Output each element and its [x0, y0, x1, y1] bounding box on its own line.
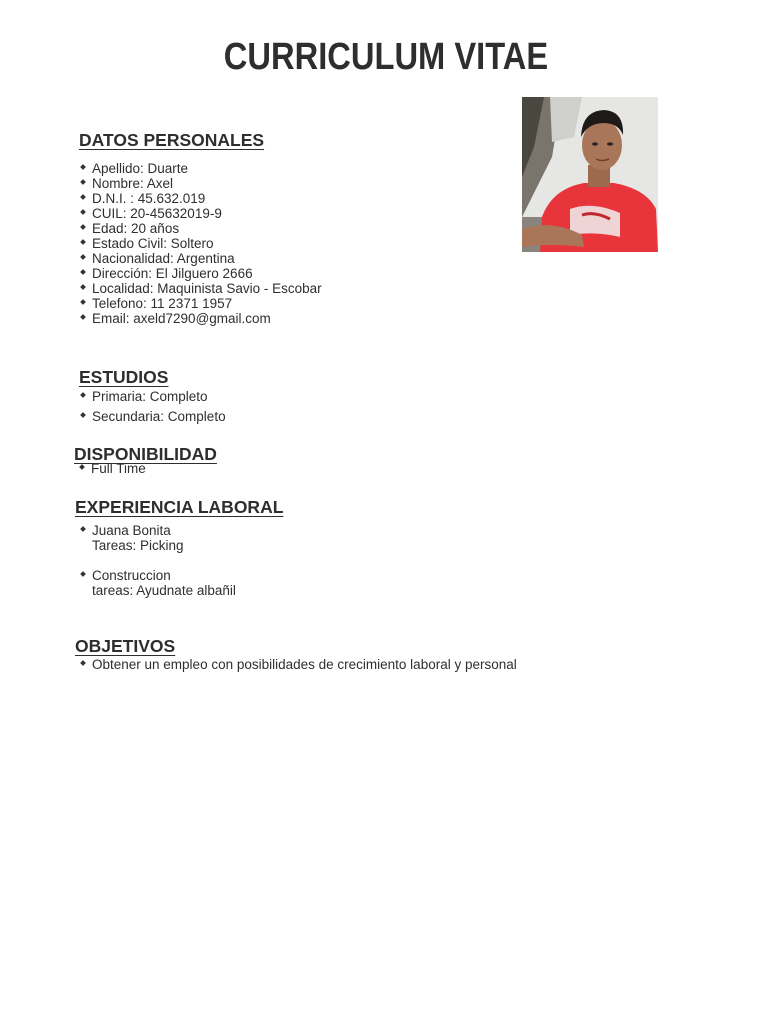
section-title-datos-personales: DATOS PERSONALES	[79, 130, 265, 150]
list-item: Localidad: Maquinista Savio - Escobar	[80, 281, 322, 296]
bullet-icon	[80, 571, 86, 577]
list-item: Estado Civil: Soltero	[80, 236, 322, 251]
bullet-icon	[80, 209, 86, 215]
bullet-icon	[80, 392, 86, 398]
bullet-icon	[80, 526, 86, 532]
experiencia-list	[80, 523, 236, 598]
bullet-icon	[80, 254, 86, 260]
disponibilidad-list	[79, 461, 146, 476]
job-employer: Construccion	[92, 568, 171, 583]
section-title-objetivos: OBJETIVOS	[75, 636, 176, 656]
job-item	[80, 523, 236, 553]
section-title-disponibilidad: DISPONIBILIDAD	[74, 444, 217, 464]
list-item: Obtener un empleo con posibilidades de crecimiento laboral y personal	[80, 657, 517, 672]
bullet-icon	[80, 164, 86, 170]
job-employer: Juana Bonita	[92, 523, 171, 538]
datos-personales-list	[80, 161, 322, 326]
list-item: Nacionalidad: Argentina	[80, 251, 322, 266]
bullet-icon	[80, 284, 86, 290]
list-item: CUIL: 20-45632019-9	[80, 206, 322, 221]
bullet-icon	[80, 314, 86, 320]
estudios-list	[80, 389, 226, 424]
list-item: Nombre: Axel	[80, 176, 322, 191]
section-title-estudios: ESTUDIOS	[79, 367, 169, 387]
job-tasks: Tareas: Picking	[92, 538, 184, 553]
list-item: Primaria: Completo	[80, 389, 226, 404]
bullet-icon	[80, 299, 86, 305]
bullet-icon	[80, 194, 86, 200]
bullet-icon	[79, 464, 85, 470]
bullet-icon	[80, 269, 86, 275]
list-item: Secundaria: Completo	[80, 409, 226, 424]
page-title: CURRICULUM VITAE	[223, 36, 549, 78]
list-item: Apellido: Duarte	[80, 161, 322, 176]
list-item: D.N.I. : 45.632.019	[80, 191, 322, 206]
bullet-icon	[80, 224, 86, 230]
job-tasks: tareas: Ayudnate albañil	[92, 583, 236, 598]
job-item	[80, 568, 236, 598]
bullet-icon	[80, 412, 86, 418]
profile-photo	[522, 97, 658, 252]
list-item: Email: axeld7290@gmail.com	[80, 311, 322, 326]
bullet-icon	[80, 660, 86, 666]
profile-photo-image	[522, 97, 658, 252]
section-title-experiencia-laboral: EXPERIENCIA LABORAL	[75, 497, 284, 517]
list-item: Full Time	[79, 461, 146, 476]
list-item: Edad: 20 años	[80, 221, 322, 236]
list-item: Dirección: El Jilguero 2666	[80, 266, 322, 281]
list-item: Telefono: 11 2371 1957	[80, 296, 322, 311]
bullet-icon	[80, 239, 86, 245]
objetivos-list	[80, 657, 517, 672]
bullet-icon	[80, 179, 86, 185]
